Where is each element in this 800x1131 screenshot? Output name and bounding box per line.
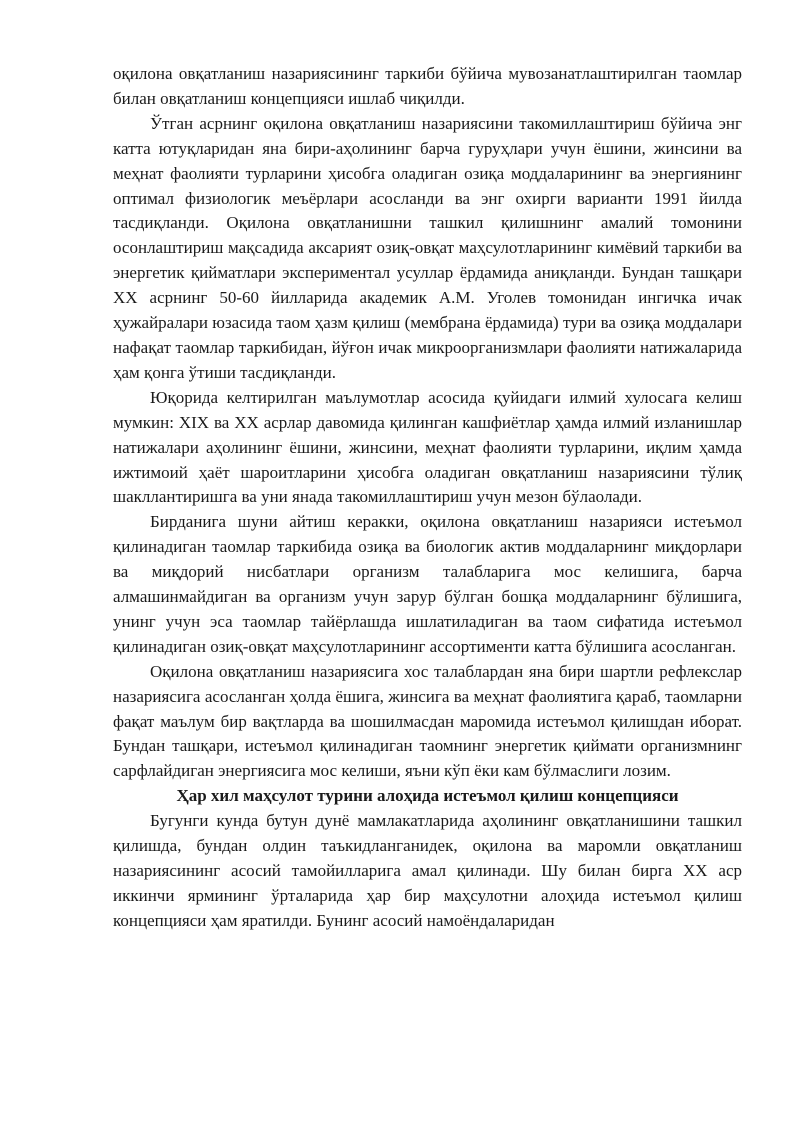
paragraph-theory-basis: Бирданига шуни айтиш керакки, оқилона овқатланиш назарияси истеъмол қилинадиган таомлар таркибида озиқа ва биологик актив моддаларнинг миқдорлари ва миқдорий нисбатлари организм талабларига мос келишига, барча алмашинмайдиган ва организм учун зарур бўлган бошқа моддаларнинг бўлишига, унинг учун эса таомлар тайёрлашда ишлатиладиган ва таом сифатида истеъмол қилинадиган озиқ-овқат маҳсулотларининг ассортименти катта бўлишига асосланган. (113, 512, 742, 656)
paragraph-continuation: оқилона овқатланиш назариясининг таркиби бўйича мувозанатлаштирилган таомлар билан овқатланиш концепцияси ишлаб чиқилди. (113, 64, 742, 108)
paragraph-achievements: Ўтган асрнинг оқилона овқатланиш назариясини такомиллаштириш бўйича энг катта ютуқларидан яна бири-аҳолининг барча гуруҳлари учун ёшини, жинсини ва меҳнат фаолияти турларини ҳисобга оладиган озиқа моддаларининг ва энергиянинг оптимал физиологик меъёрлари асосланди ва энг охирги варианти 1991 йилда тасдиқланди. Оқилона овқатланишни ташкил қилишнинг амалий томонини осонлаштириш мақсадида аксарият озиқ-овқат маҳсулотларининг кимёвий таркиби ва энергетик қийматлари экспериментал усуллар ёрдамида аниқланди. Бундан ташқари ХХ асрнинг 50-60 йилларида академик А.М. Уголев томонидан ингичка ичак ҳужайралари юзасида таом ҳазм қилиш (мембрана ёрдамида) тури ва озиқа моддалари нафақат таомлар таркибидан, йўғон ичак микроорганизмлари фаолияти натижаларида ҳам қонга ўтиши тасдиқланди. (113, 113, 742, 382)
section-heading: Ҳар хил маҳсулот турини алоҳида истеъмол қилиш концепцияси (176, 786, 679, 806)
paragraph-reflex-requirements: Оқилона овқатланиш назариясига хос талаблардан яна бири шартли рефлекслар назариясига асосланган ҳолда ёшига, жинсига ва меҳнат фаолиятига қараб, таомларни фақат маълум бир вақтларда ва шошилмасдан маромида истеъмол қилишдан иборат. Бундан ташқари, истеъмол қилинадиган таомнинг энергетик қиймати организмнинг сарфлайдиган энергиясига мос келиши, яъни кўп ёки кам бўлмаслиги лозим. (113, 661, 742, 781)
paragraph-separate-consumption: Бугунги кунда бутун дунё мамлакатларида аҳолининг овқатланишини ташкил қилишда, бундан олдин таъкидланганидек, оқилона ва маромли овқатланиш назариясининг асосий тамойилларига амал қилинади. Шу билан бирга ХХ аср иккинчи ярмининг ўрталарида ҳар бир маҳсулотни алоҳида истеъмол қилиш концепцияси ҳам яратилди. Бунинг асосий намоёндаларидан (113, 811, 742, 930)
paragraph-conclusion: Юқорида келтирилган маълумотлар асосида қуйидаги илмий хулосага келиш мумкин: XIX ва XX асрлар давомида қилинган кашфиётлар ҳамда илмий изланишлар натижалари аҳолининг ёшини, жинсини, меҳнат фаолияти турларини, иқлим ҳамда ижтимоий ҳаёт шароитларини ҳисобга оладиган овқатланиш назариясини тўлиқ шакллантиришга ва уни янада такомиллаштириш учун мезон бўлаолади. (113, 387, 742, 507)
document-page (113, 62, 742, 934)
